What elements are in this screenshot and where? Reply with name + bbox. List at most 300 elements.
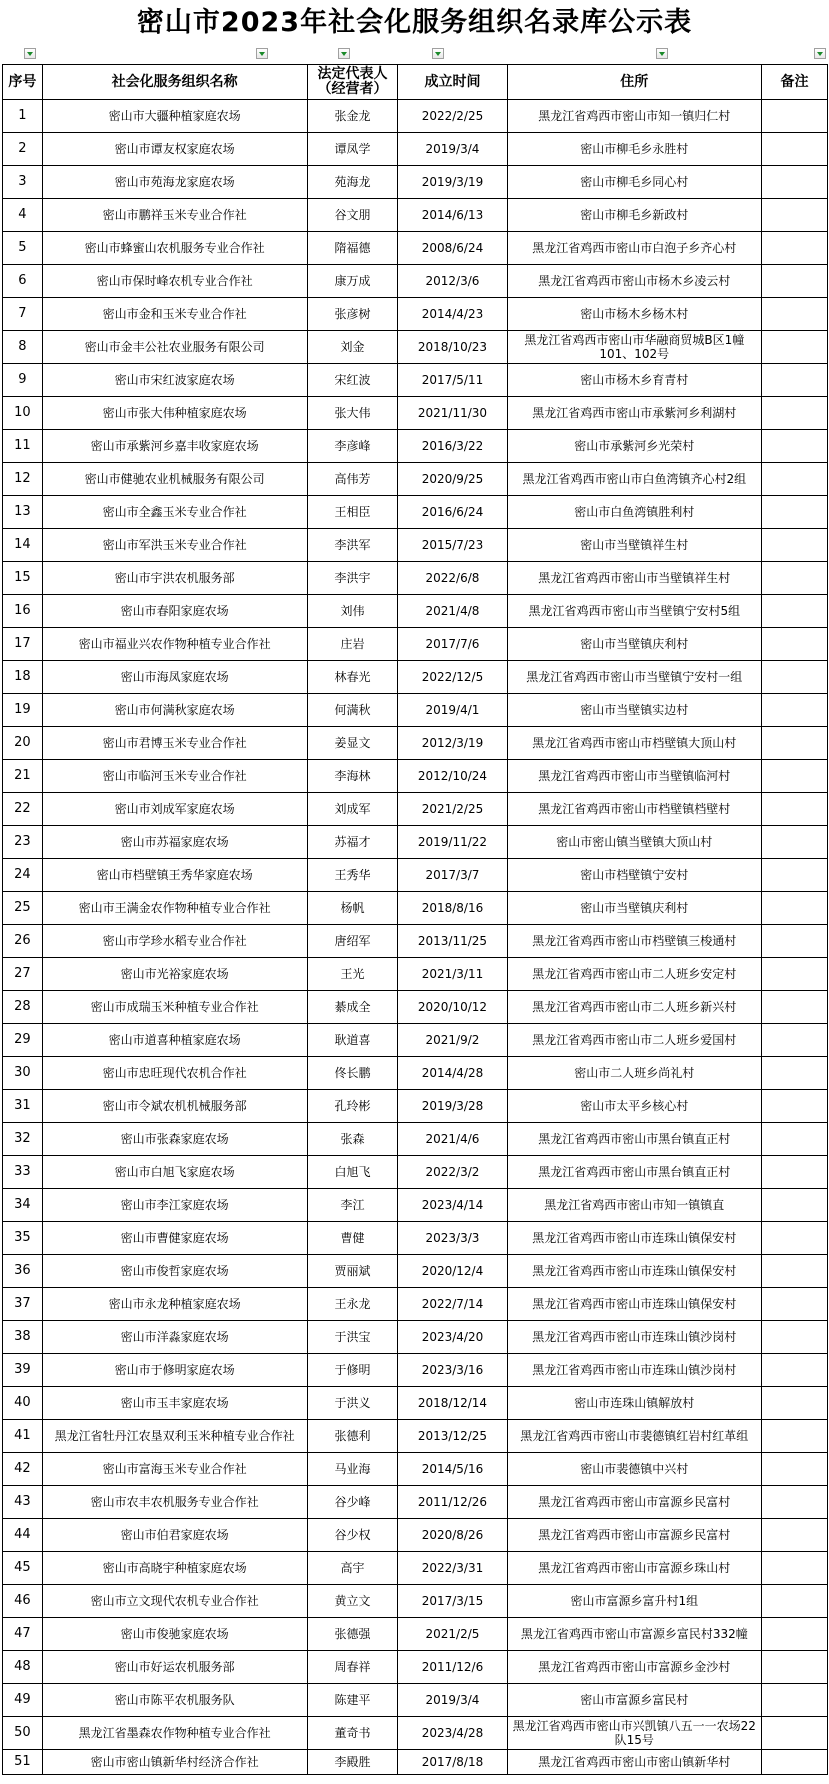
org-name-cell[interactable]: 密山市曹健家庭农场 <box>42 1222 307 1255</box>
remark-cell[interactable] <box>762 364 828 397</box>
org-name-cell[interactable]: 密山市金丰公社农业服务有限公司 <box>42 331 307 364</box>
row-number-cell[interactable]: 23 <box>3 826 43 859</box>
org-name-cell[interactable]: 密山市高晓宇种植家庭农场 <box>42 1552 307 1585</box>
address-cell[interactable]: 黑龙江省鸡西市密山市当壁镇宁安村5组 <box>507 595 762 628</box>
address-cell[interactable]: 密山市二人班乡尚礼村 <box>507 1057 762 1090</box>
remark-cell[interactable] <box>762 1717 828 1750</box>
org-name-cell[interactable]: 密山市何满秋家庭农场 <box>42 694 307 727</box>
remark-cell[interactable] <box>762 694 828 727</box>
founded-date-cell[interactable]: 2019/3/19 <box>398 166 507 199</box>
address-cell[interactable]: 黑龙江省鸡西市密山市档壁镇档壁村 <box>507 793 762 826</box>
address-cell[interactable]: 黑龙江省鸡西市密山市当壁镇宁安村一组 <box>507 661 762 694</box>
representative-cell[interactable]: 王永龙 <box>307 1288 398 1321</box>
remark-cell[interactable] <box>762 1354 828 1387</box>
org-name-cell[interactable]: 密山市军洪玉米专业合作社 <box>42 529 307 562</box>
remark-cell[interactable] <box>762 1255 828 1288</box>
founded-date-cell[interactable]: 2018/10/23 <box>398 331 507 364</box>
founded-date-cell[interactable]: 2018/8/16 <box>398 892 507 925</box>
org-name-cell[interactable]: 密山市全鑫玉米专业合作社 <box>42 496 307 529</box>
representative-cell[interactable]: 王光 <box>307 958 398 991</box>
org-name-cell[interactable]: 密山市于修明家庭农场 <box>42 1354 307 1387</box>
row-number-cell[interactable]: 30 <box>3 1057 43 1090</box>
row-number-cell[interactable]: 42 <box>3 1453 43 1486</box>
org-name-cell[interactable]: 密山市道喜种植家庭农场 <box>42 1024 307 1057</box>
org-name-cell[interactable]: 密山市俊哲家庭农场 <box>42 1255 307 1288</box>
row-number-cell[interactable]: 21 <box>3 760 43 793</box>
address-cell[interactable]: 黑龙江省鸡西市密山市兴凯镇八五一一农场22队15号 <box>507 1717 762 1750</box>
address-cell[interactable]: 密山市承紫河乡光荣村 <box>507 430 762 463</box>
representative-cell[interactable]: 苏福才 <box>307 826 398 859</box>
org-name-cell[interactable]: 密山市陈平农机服务队 <box>42 1684 307 1717</box>
org-name-cell[interactable]: 密山市富海玉米专业合作社 <box>42 1453 307 1486</box>
founded-date-cell[interactable]: 2022/6/8 <box>398 562 507 595</box>
founded-date-cell[interactable]: 2023/4/14 <box>398 1189 507 1222</box>
representative-cell[interactable]: 于洪宝 <box>307 1321 398 1354</box>
address-cell[interactable]: 密山市太平乡核心村 <box>507 1090 762 1123</box>
founded-date-cell[interactable]: 2016/6/24 <box>398 496 507 529</box>
founded-date-cell[interactable]: 2011/12/26 <box>398 1486 507 1519</box>
representative-cell[interactable]: 曹健 <box>307 1222 398 1255</box>
representative-cell[interactable]: 刘金 <box>307 331 398 364</box>
founded-date-cell[interactable]: 2019/3/4 <box>398 133 507 166</box>
remark-cell[interactable] <box>762 958 828 991</box>
filter-dropdown-icon[interactable] <box>256 48 268 59</box>
founded-date-cell[interactable]: 2019/4/1 <box>398 694 507 727</box>
address-cell[interactable]: 黑龙江省鸡西市密山市白鱼湾镇齐心村2组 <box>507 463 762 496</box>
address-cell[interactable]: 黑龙江省鸡西市密山市华融商贸城B区1幢101、102号 <box>507 331 762 364</box>
founded-date-cell[interactable]: 2019/3/28 <box>398 1090 507 1123</box>
remark-cell[interactable] <box>762 430 828 463</box>
org-name-cell[interactable]: 密山市宇洪农机服务部 <box>42 562 307 595</box>
row-number-cell[interactable]: 12 <box>3 463 43 496</box>
row-number-cell[interactable]: 50 <box>3 1717 43 1750</box>
representative-cell[interactable]: 张德利 <box>307 1420 398 1453</box>
row-number-cell[interactable]: 7 <box>3 298 43 331</box>
org-name-cell[interactable]: 密山市伯君家庭农场 <box>42 1519 307 1552</box>
row-number-cell[interactable]: 44 <box>3 1519 43 1552</box>
address-cell[interactable]: 黑龙江省鸡西市密山市黑台镇直正村 <box>507 1123 762 1156</box>
remark-cell[interactable] <box>762 1387 828 1420</box>
founded-date-cell[interactable]: 2023/3/3 <box>398 1222 507 1255</box>
row-number-cell[interactable]: 19 <box>3 694 43 727</box>
representative-cell[interactable]: 王相臣 <box>307 496 398 529</box>
filter-dropdown-icon[interactable] <box>656 48 668 59</box>
org-name-cell[interactable]: 密山市李江家庭农场 <box>42 1189 307 1222</box>
founded-date-cell[interactable]: 2020/8/26 <box>398 1519 507 1552</box>
representative-cell[interactable]: 李彦峰 <box>307 430 398 463</box>
founded-date-cell[interactable]: 2012/3/6 <box>398 265 507 298</box>
row-number-cell[interactable]: 5 <box>3 232 43 265</box>
founded-date-cell[interactable]: 2014/4/28 <box>398 1057 507 1090</box>
row-number-cell[interactable]: 45 <box>3 1552 43 1585</box>
address-cell[interactable]: 密山市杨木乡杨木村 <box>507 298 762 331</box>
header-cell[interactable]: 法定代表人（经营者） <box>307 65 398 100</box>
founded-date-cell[interactable]: 2014/4/23 <box>398 298 507 331</box>
remark-cell[interactable] <box>762 793 828 826</box>
row-number-cell[interactable]: 51 <box>3 1750 43 1775</box>
row-number-cell[interactable]: 35 <box>3 1222 43 1255</box>
representative-cell[interactable]: 陈建平 <box>307 1684 398 1717</box>
founded-date-cell[interactable]: 2015/7/23 <box>398 529 507 562</box>
founded-date-cell[interactable]: 2019/11/22 <box>398 826 507 859</box>
address-cell[interactable]: 黑龙江省鸡西市密山市知一镇镇直 <box>507 1189 762 1222</box>
remark-cell[interactable] <box>762 892 828 925</box>
org-name-cell[interactable]: 密山市白旭飞家庭农场 <box>42 1156 307 1189</box>
founded-date-cell[interactable]: 2014/6/13 <box>398 199 507 232</box>
address-cell[interactable]: 黑龙江省鸡西市密山市裴德镇红岩村红革组 <box>507 1420 762 1453</box>
remark-cell[interactable] <box>762 727 828 760</box>
header-cell[interactable]: 成立时间 <box>398 65 507 100</box>
representative-cell[interactable]: 耿道喜 <box>307 1024 398 1057</box>
representative-cell[interactable]: 高伟芳 <box>307 463 398 496</box>
remark-cell[interactable] <box>762 1222 828 1255</box>
representative-cell[interactable]: 孔玲彬 <box>307 1090 398 1123</box>
remark-cell[interactable] <box>762 1651 828 1684</box>
remark-cell[interactable] <box>762 1618 828 1651</box>
representative-cell[interactable]: 张金龙 <box>307 100 398 133</box>
row-number-cell[interactable]: 3 <box>3 166 43 199</box>
representative-cell[interactable]: 于修明 <box>307 1354 398 1387</box>
row-number-cell[interactable]: 9 <box>3 364 43 397</box>
address-cell[interactable]: 密山市柳毛乡永胜村 <box>507 133 762 166</box>
remark-cell[interactable] <box>762 1453 828 1486</box>
address-cell[interactable]: 黑龙江省鸡西市密山市当壁镇临河村 <box>507 760 762 793</box>
org-name-cell[interactable]: 密山市农丰农机服务专业合作社 <box>42 1486 307 1519</box>
founded-date-cell[interactable]: 2022/7/14 <box>398 1288 507 1321</box>
row-number-cell[interactable]: 24 <box>3 859 43 892</box>
row-number-cell[interactable]: 8 <box>3 331 43 364</box>
address-cell[interactable]: 密山市当壁镇祥生村 <box>507 529 762 562</box>
founded-date-cell[interactable]: 2023/4/20 <box>398 1321 507 1354</box>
remark-cell[interactable] <box>762 100 828 133</box>
row-number-cell[interactable]: 38 <box>3 1321 43 1354</box>
founded-date-cell[interactable]: 2014/5/16 <box>398 1453 507 1486</box>
remark-cell[interactable] <box>762 1156 828 1189</box>
org-name-cell[interactable]: 密山市金和玉米专业合作社 <box>42 298 307 331</box>
representative-cell[interactable]: 黄立文 <box>307 1585 398 1618</box>
representative-cell[interactable]: 李江 <box>307 1189 398 1222</box>
address-cell[interactable]: 密山市柳毛乡同心村 <box>507 166 762 199</box>
row-number-cell[interactable]: 17 <box>3 628 43 661</box>
remark-cell[interactable] <box>762 1750 828 1775</box>
founded-date-cell[interactable]: 2021/9/2 <box>398 1024 507 1057</box>
representative-cell[interactable]: 刘伟 <box>307 595 398 628</box>
address-cell[interactable]: 密山市当壁镇实边村 <box>507 694 762 727</box>
org-name-cell[interactable]: 密山市刘成军家庭农场 <box>42 793 307 826</box>
address-cell[interactable]: 黑龙江省鸡西市密山市连珠山镇保安村 <box>507 1222 762 1255</box>
address-cell[interactable]: 黑龙江省鸡西市密山市富源乡民富村 <box>507 1519 762 1552</box>
remark-cell[interactable] <box>762 826 828 859</box>
row-number-cell[interactable]: 49 <box>3 1684 43 1717</box>
representative-cell[interactable]: 谷少峰 <box>307 1486 398 1519</box>
representative-cell[interactable]: 李洪军 <box>307 529 398 562</box>
org-name-cell[interactable]: 密山市承紫河乡嘉丰收家庭农场 <box>42 430 307 463</box>
address-cell[interactable]: 黑龙江省鸡西市密山市富源乡珠山村 <box>507 1552 762 1585</box>
founded-date-cell[interactable]: 2013/11/25 <box>398 925 507 958</box>
header-cell[interactable]: 社会化服务组织名称 <box>42 65 307 100</box>
remark-cell[interactable] <box>762 1057 828 1090</box>
founded-date-cell[interactable]: 2017/5/11 <box>398 364 507 397</box>
founded-date-cell[interactable]: 2017/7/6 <box>398 628 507 661</box>
founded-date-cell[interactable]: 2017/8/18 <box>398 1750 507 1775</box>
representative-cell[interactable]: 张彦树 <box>307 298 398 331</box>
remark-cell[interactable] <box>762 925 828 958</box>
remark-cell[interactable] <box>762 331 828 364</box>
address-cell[interactable]: 密山市白鱼湾镇胜利村 <box>507 496 762 529</box>
row-number-cell[interactable]: 10 <box>3 397 43 430</box>
address-cell[interactable]: 黑龙江省鸡西市密山市杨木乡凌云村 <box>507 265 762 298</box>
org-name-cell[interactable]: 密山市君博玉米专业合作社 <box>42 727 307 760</box>
header-cell[interactable]: 住所 <box>507 65 762 100</box>
founded-date-cell[interactable]: 2019/3/4 <box>398 1684 507 1717</box>
remark-cell[interactable] <box>762 1684 828 1717</box>
address-cell[interactable]: 密山市档壁镇宁安村 <box>507 859 762 892</box>
row-number-cell[interactable]: 41 <box>3 1420 43 1453</box>
org-name-cell[interactable]: 密山市王满金农作物种植专业合作社 <box>42 892 307 925</box>
remark-cell[interactable] <box>762 463 828 496</box>
remark-cell[interactable] <box>762 1486 828 1519</box>
representative-cell[interactable]: 何满秋 <box>307 694 398 727</box>
org-name-cell[interactable]: 密山市张大伟种植家庭农场 <box>42 397 307 430</box>
org-name-cell[interactable]: 密山市俊驰家庭农场 <box>42 1618 307 1651</box>
org-name-cell[interactable]: 黑龙江省牡丹江农垦双利玉米种植专业合作社 <box>42 1420 307 1453</box>
founded-date-cell[interactable]: 2012/3/19 <box>398 727 507 760</box>
representative-cell[interactable]: 张大伟 <box>307 397 398 430</box>
representative-cell[interactable]: 宋红波 <box>307 364 398 397</box>
representative-cell[interactable]: 谭凤学 <box>307 133 398 166</box>
row-number-cell[interactable]: 29 <box>3 1024 43 1057</box>
founded-date-cell[interactable]: 2012/10/24 <box>398 760 507 793</box>
row-number-cell[interactable]: 22 <box>3 793 43 826</box>
address-cell[interactable]: 密山市密山镇当壁镇大顶山村 <box>507 826 762 859</box>
org-name-cell[interactable]: 黑龙江省墨森农作物种植专业合作社 <box>42 1717 307 1750</box>
representative-cell[interactable]: 刘成军 <box>307 793 398 826</box>
representative-cell[interactable]: 白旭飞 <box>307 1156 398 1189</box>
representative-cell[interactable]: 庄岩 <box>307 628 398 661</box>
remark-cell[interactable] <box>762 1024 828 1057</box>
address-cell[interactable]: 密山市柳毛乡新政村 <box>507 199 762 232</box>
org-name-cell[interactable]: 密山市福业兴农作物种植专业合作社 <box>42 628 307 661</box>
org-name-cell[interactable]: 密山市苏福家庭农场 <box>42 826 307 859</box>
address-cell[interactable]: 黑龙江省鸡西市密山市富源乡金沙村 <box>507 1651 762 1684</box>
remark-cell[interactable] <box>762 1420 828 1453</box>
address-cell[interactable]: 黑龙江省鸡西市密山市二人班乡新兴村 <box>507 991 762 1024</box>
founded-date-cell[interactable]: 2011/12/6 <box>398 1651 507 1684</box>
address-cell[interactable]: 密山市富源乡富升村1组 <box>507 1585 762 1618</box>
address-cell[interactable]: 黑龙江省鸡西市密山市知一镇归仁村 <box>507 100 762 133</box>
row-number-cell[interactable]: 20 <box>3 727 43 760</box>
org-name-cell[interactable]: 密山市谭友权家庭农场 <box>42 133 307 166</box>
address-cell[interactable]: 黑龙江省鸡西市密山市连珠山镇保安村 <box>507 1255 762 1288</box>
representative-cell[interactable]: 于洪义 <box>307 1387 398 1420</box>
row-number-cell[interactable]: 33 <box>3 1156 43 1189</box>
address-cell[interactable]: 密山市当壁镇庆利村 <box>507 892 762 925</box>
representative-cell[interactable]: 董奇书 <box>307 1717 398 1750</box>
filter-dropdown-icon[interactable] <box>814 48 826 59</box>
address-cell[interactable]: 密山市当壁镇庆利村 <box>507 628 762 661</box>
row-number-cell[interactable]: 36 <box>3 1255 43 1288</box>
org-name-cell[interactable]: 密山市鹏祥玉米专业合作社 <box>42 199 307 232</box>
row-number-cell[interactable]: 1 <box>3 100 43 133</box>
representative-cell[interactable]: 隋福德 <box>307 232 398 265</box>
row-number-cell[interactable]: 32 <box>3 1123 43 1156</box>
founded-date-cell[interactable]: 2021/11/30 <box>398 397 507 430</box>
filter-dropdown-icon[interactable] <box>432 48 444 59</box>
representative-cell[interactable]: 李海林 <box>307 760 398 793</box>
remark-cell[interactable] <box>762 1321 828 1354</box>
row-number-cell[interactable]: 15 <box>3 562 43 595</box>
founded-date-cell[interactable]: 2022/3/31 <box>398 1552 507 1585</box>
remark-cell[interactable] <box>762 496 828 529</box>
founded-date-cell[interactable]: 2017/3/15 <box>398 1585 507 1618</box>
remark-cell[interactable] <box>762 529 828 562</box>
header-cell[interactable]: 备注 <box>762 65 828 100</box>
remark-cell[interactable] <box>762 265 828 298</box>
row-number-cell[interactable]: 2 <box>3 133 43 166</box>
org-name-cell[interactable]: 密山市令斌农机机械服务部 <box>42 1090 307 1123</box>
org-name-cell[interactable]: 密山市光裕家庭农场 <box>42 958 307 991</box>
org-name-cell[interactable]: 密山市忠旺现代农机合作社 <box>42 1057 307 1090</box>
address-cell[interactable]: 黑龙江省鸡西市密山市连珠山镇沙岗村 <box>507 1354 762 1387</box>
founded-date-cell[interactable]: 2022/12/5 <box>398 661 507 694</box>
founded-date-cell[interactable]: 2016/3/22 <box>398 430 507 463</box>
row-number-cell[interactable]: 31 <box>3 1090 43 1123</box>
org-name-cell[interactable]: 密山市海凤家庭农场 <box>42 661 307 694</box>
remark-cell[interactable] <box>762 166 828 199</box>
founded-date-cell[interactable]: 2022/2/25 <box>398 100 507 133</box>
org-name-cell[interactable]: 密山市立文现代农机专业合作社 <box>42 1585 307 1618</box>
org-name-cell[interactable]: 密山市保时峰农机专业合作社 <box>42 265 307 298</box>
remark-cell[interactable] <box>762 1585 828 1618</box>
org-name-cell[interactable]: 密山市春阳家庭农场 <box>42 595 307 628</box>
address-cell[interactable]: 黑龙江省鸡西市密山市连珠山镇沙岗村 <box>507 1321 762 1354</box>
founded-date-cell[interactable]: 2008/6/24 <box>398 232 507 265</box>
remark-cell[interactable] <box>762 760 828 793</box>
remark-cell[interactable] <box>762 232 828 265</box>
address-cell[interactable]: 黑龙江省鸡西市密山市二人班乡安定村 <box>507 958 762 991</box>
founded-date-cell[interactable]: 2021/2/5 <box>398 1618 507 1651</box>
row-number-cell[interactable]: 43 <box>3 1486 43 1519</box>
representative-cell[interactable]: 马业海 <box>307 1453 398 1486</box>
founded-date-cell[interactable]: 2021/2/25 <box>398 793 507 826</box>
filter-dropdown-icon[interactable] <box>338 48 350 59</box>
representative-cell[interactable]: 谷少权 <box>307 1519 398 1552</box>
org-name-cell[interactable]: 密山市大疆种植家庭农场 <box>42 100 307 133</box>
row-number-cell[interactable]: 4 <box>3 199 43 232</box>
remark-cell[interactable] <box>762 595 828 628</box>
row-number-cell[interactable]: 13 <box>3 496 43 529</box>
representative-cell[interactable]: 周春祥 <box>307 1651 398 1684</box>
address-cell[interactable]: 黑龙江省鸡西市密山市承紫河乡利湖村 <box>507 397 762 430</box>
founded-date-cell[interactable]: 2023/3/16 <box>398 1354 507 1387</box>
address-cell[interactable]: 密山市杨木乡育青村 <box>507 364 762 397</box>
address-cell[interactable]: 黑龙江省鸡西市密山市当壁镇祥生村 <box>507 562 762 595</box>
representative-cell[interactable]: 高宇 <box>307 1552 398 1585</box>
row-number-cell[interactable]: 26 <box>3 925 43 958</box>
org-name-cell[interactable]: 密山市学珍水稻专业合作社 <box>42 925 307 958</box>
address-cell[interactable]: 黑龙江省鸡西市密山市连珠山镇保安村 <box>507 1288 762 1321</box>
org-name-cell[interactable]: 密山市好运农机服务部 <box>42 1651 307 1684</box>
representative-cell[interactable]: 康万成 <box>307 265 398 298</box>
representative-cell[interactable]: 贾丽斌 <box>307 1255 398 1288</box>
remark-cell[interactable] <box>762 298 828 331</box>
representative-cell[interactable]: 佟长鹏 <box>307 1057 398 1090</box>
org-name-cell[interactable]: 密山市玉丰家庭农场 <box>42 1387 307 1420</box>
row-number-cell[interactable]: 27 <box>3 958 43 991</box>
address-cell[interactable]: 黑龙江省鸡西市密山市富源乡民富村 <box>507 1486 762 1519</box>
founded-date-cell[interactable]: 2021/3/11 <box>398 958 507 991</box>
org-name-cell[interactable]: 密山市密山镇新华村经济合作社 <box>42 1750 307 1775</box>
remark-cell[interactable] <box>762 661 828 694</box>
row-number-cell[interactable]: 14 <box>3 529 43 562</box>
remark-cell[interactable] <box>762 133 828 166</box>
founded-date-cell[interactable]: 2013/12/25 <box>398 1420 507 1453</box>
row-number-cell[interactable]: 34 <box>3 1189 43 1222</box>
address-cell[interactable]: 黑龙江省鸡西市密山市黑台镇直正村 <box>507 1156 762 1189</box>
representative-cell[interactable]: 苑海龙 <box>307 166 398 199</box>
row-number-cell[interactable]: 47 <box>3 1618 43 1651</box>
row-number-cell[interactable]: 40 <box>3 1387 43 1420</box>
row-number-cell[interactable]: 39 <box>3 1354 43 1387</box>
representative-cell[interactable]: 李殿胜 <box>307 1750 398 1775</box>
row-number-cell[interactable]: 28 <box>3 991 43 1024</box>
founded-date-cell[interactable]: 2023/4/28 <box>398 1717 507 1750</box>
org-name-cell[interactable]: 密山市洋淼家庭农场 <box>42 1321 307 1354</box>
founded-date-cell[interactable]: 2017/3/7 <box>398 859 507 892</box>
row-number-cell[interactable]: 25 <box>3 892 43 925</box>
remark-cell[interactable] <box>762 1189 828 1222</box>
remark-cell[interactable] <box>762 397 828 430</box>
remark-cell[interactable] <box>762 628 828 661</box>
remark-cell[interactable] <box>762 1090 828 1123</box>
row-number-cell[interactable]: 16 <box>3 595 43 628</box>
row-number-cell[interactable]: 11 <box>3 430 43 463</box>
address-cell[interactable]: 黑龙江省鸡西市密山市白泡子乡齐心村 <box>507 232 762 265</box>
org-name-cell[interactable]: 密山市蜂蜜山农机服务专业合作社 <box>42 232 307 265</box>
representative-cell[interactable]: 唐绍军 <box>307 925 398 958</box>
representative-cell[interactable]: 李洪宇 <box>307 562 398 595</box>
row-number-cell[interactable]: 6 <box>3 265 43 298</box>
row-number-cell[interactable]: 48 <box>3 1651 43 1684</box>
address-cell[interactable]: 黑龙江省鸡西市密山市富源乡富民村332幢 <box>507 1618 762 1651</box>
remark-cell[interactable] <box>762 859 828 892</box>
address-cell[interactable]: 黑龙江省鸡西市密山市档壁镇三梭通村 <box>507 925 762 958</box>
address-cell[interactable]: 黑龙江省鸡西市密山市密山镇新华村 <box>507 1750 762 1775</box>
org-name-cell[interactable]: 密山市档壁镇王秀华家庭农场 <box>42 859 307 892</box>
remark-cell[interactable] <box>762 991 828 1024</box>
row-number-cell[interactable]: 37 <box>3 1288 43 1321</box>
founded-date-cell[interactable]: 2022/3/2 <box>398 1156 507 1189</box>
remark-cell[interactable] <box>762 1288 828 1321</box>
founded-date-cell[interactable]: 2020/9/25 <box>398 463 507 496</box>
org-name-cell[interactable]: 密山市宋红波家庭农场 <box>42 364 307 397</box>
org-name-cell[interactable]: 密山市永龙种植家庭农场 <box>42 1288 307 1321</box>
remark-cell[interactable] <box>762 1123 828 1156</box>
founded-date-cell[interactable]: 2021/4/6 <box>398 1123 507 1156</box>
org-name-cell[interactable]: 密山市张森家庭农场 <box>42 1123 307 1156</box>
founded-date-cell[interactable]: 2020/12/4 <box>398 1255 507 1288</box>
org-name-cell[interactable]: 密山市苑海龙家庭农场 <box>42 166 307 199</box>
representative-cell[interactable]: 张德强 <box>307 1618 398 1651</box>
address-cell[interactable]: 密山市连珠山镇解放村 <box>507 1387 762 1420</box>
org-name-cell[interactable]: 密山市成瑞玉米种植专业合作社 <box>42 991 307 1024</box>
founded-date-cell[interactable]: 2021/4/8 <box>398 595 507 628</box>
representative-cell[interactable]: 谷文朋 <box>307 199 398 232</box>
remark-cell[interactable] <box>762 562 828 595</box>
row-number-cell[interactable]: 18 <box>3 661 43 694</box>
row-number-cell[interactable]: 46 <box>3 1585 43 1618</box>
founded-date-cell[interactable]: 2020/10/12 <box>398 991 507 1024</box>
